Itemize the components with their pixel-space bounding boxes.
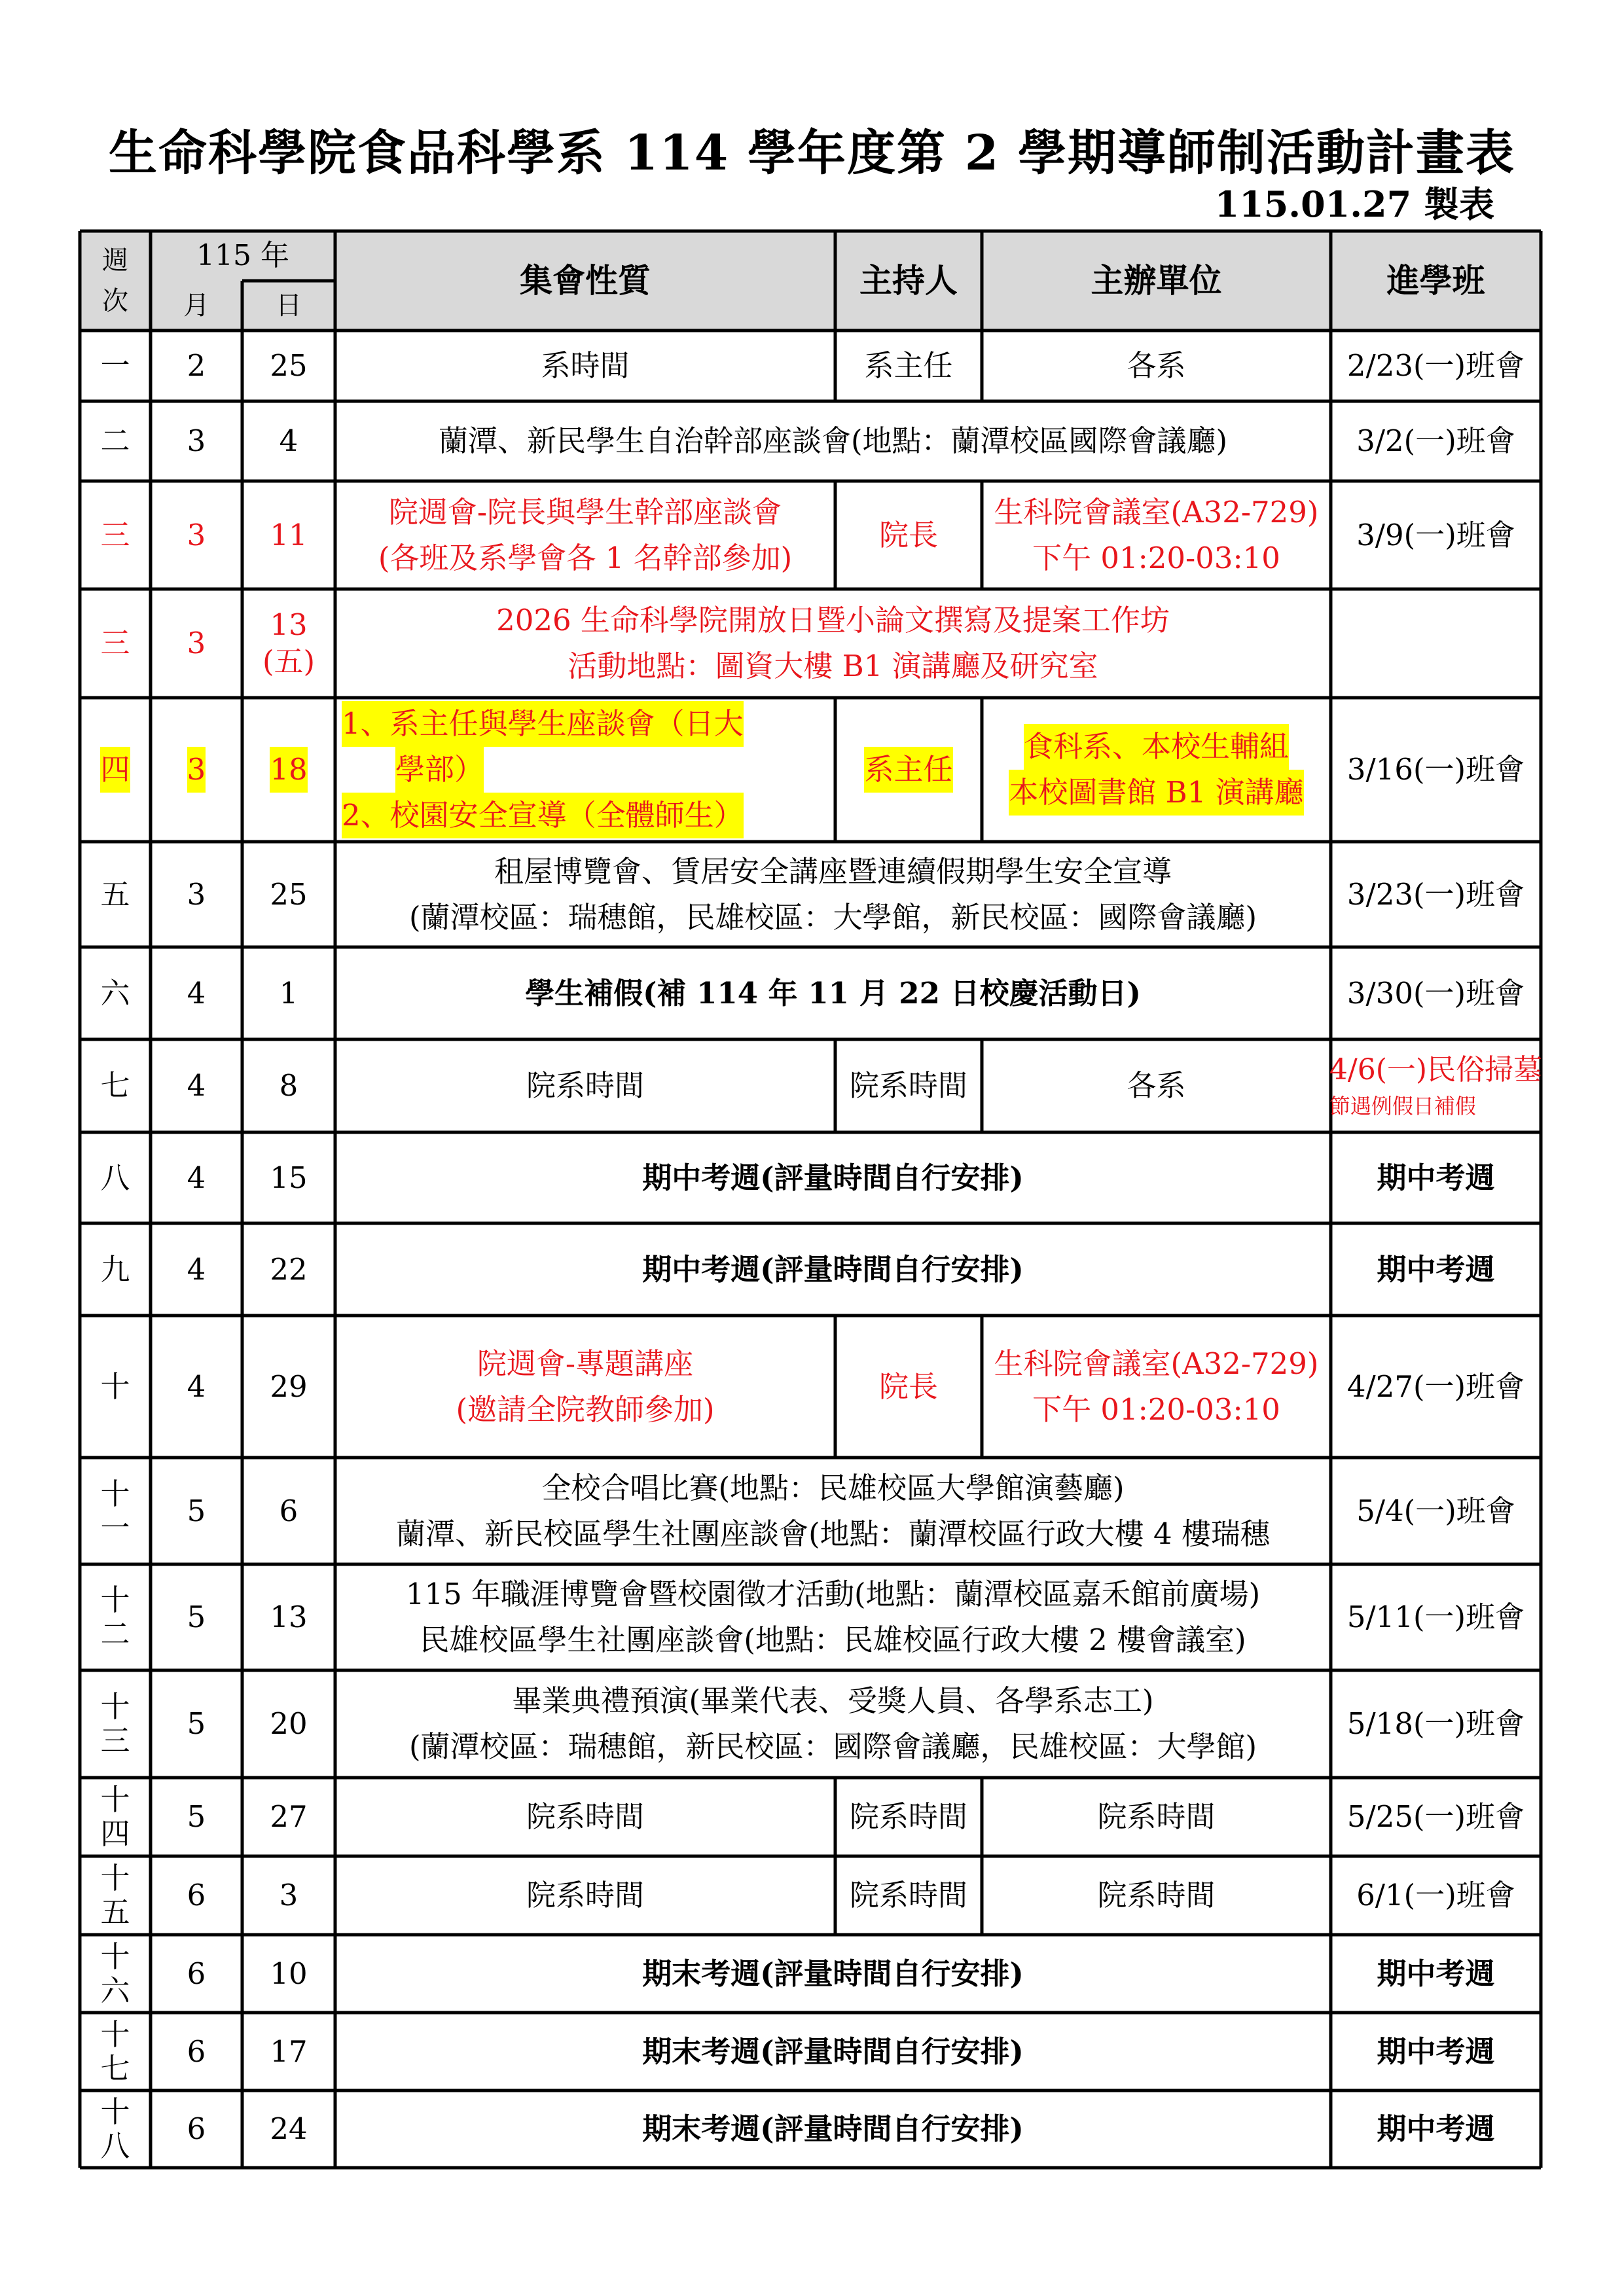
day-cell [242, 947, 335, 1039]
week-cell [80, 1670, 151, 1778]
nature-line: 院週會-院長與學生幹部座談會 [388, 494, 782, 529]
nature-line: 2、校園安全宣導（全體師生） [342, 793, 744, 838]
class-cell [1331, 842, 1541, 947]
day-label: 3 [279, 1878, 298, 1913]
class-line: 3/9(一)班會 [1356, 517, 1515, 552]
week-label: 七 [100, 1068, 130, 1103]
nature-line: 系時間 [541, 348, 630, 384]
day-label: 17 [270, 2034, 308, 2069]
week-label: 五 [100, 1895, 130, 1929]
class-line: 3/30(一)班會 [1346, 975, 1525, 1011]
day-cell [242, 331, 335, 401]
class-cell [1331, 1778, 1541, 1856]
week-cell [80, 331, 151, 401]
week-cell [80, 698, 151, 842]
event-line: (蘭潭校區：瑞穗館，民雄校區：大學館，新民校區：國際會議廳) [408, 899, 1257, 935]
day-label: 25 [270, 876, 308, 912]
event-line: 活動地點：圖資大樓 B1 演講廳及研究室 [568, 649, 1098, 683]
host-line: 院系時間 [849, 1068, 967, 1103]
month-cell: 5 [187, 1706, 206, 1742]
week-cell [80, 947, 151, 1039]
week-label: 十 [100, 1861, 130, 1896]
event-cell [335, 1458, 1331, 1564]
class-line: 5/18(一)班會 [1346, 1706, 1525, 1742]
event-cell [335, 1935, 1331, 2013]
organizer-cell [982, 331, 1331, 401]
class-line: 期中考週 [1377, 2111, 1495, 2147]
month-cell: 4 [187, 975, 206, 1011]
class-line: 5/25(一)班會 [1346, 1799, 1525, 1835]
event-line: 學生補假(補 114 年 11 月 22 日校慶活動日) [525, 975, 1141, 1011]
class-line: 期中考週 [1377, 1160, 1495, 1195]
day-cell [242, 1564, 335, 1670]
day-cell [242, 1778, 335, 1856]
organizer-line: 下午 01:20-03:10 [1032, 1391, 1280, 1427]
event-cell [335, 2090, 1331, 2168]
month-cell: 4 [187, 1068, 206, 1103]
week-label: 十 [100, 1939, 130, 1974]
day-label: 22 [270, 1251, 308, 1287]
header-year: 115 年 [196, 238, 289, 272]
month-cell: 6 [187, 2034, 206, 2069]
event-cell [335, 1223, 1331, 1316]
day-cell [242, 1223, 335, 1316]
month-cell: 6 [187, 1878, 206, 1913]
class-cell [1331, 1132, 1541, 1223]
month-cell [151, 698, 242, 842]
class-cell [1331, 401, 1541, 481]
week-label: 三 [100, 626, 130, 661]
class-line-wrap [1329, 1050, 1542, 1122]
class-cell [1331, 1223, 1541, 1316]
day-cell [242, 401, 335, 481]
class-cell [1331, 1316, 1541, 1458]
made-date: 115.01.27 製表 [1214, 183, 1494, 225]
host-cell [835, 331, 982, 401]
month-cell: 4 [187, 1369, 206, 1404]
class-cell [1331, 698, 1541, 842]
organizer-cell [982, 1316, 1331, 1458]
week-cell [80, 1223, 151, 1316]
nature-line: (各班及系學會各 1 名幹部參加) [378, 540, 793, 575]
host-line: 院系時間 [849, 1878, 967, 1913]
week-label: 七 [100, 2051, 130, 2086]
day-cell [242, 481, 335, 589]
class-cell [1331, 2090, 1541, 2168]
day-cell [242, 1670, 335, 1778]
month-cell: 4 [187, 1251, 206, 1287]
event-line: 全校合唱比賽(地點：民雄校區大學館演藝廳) [541, 1470, 1125, 1505]
week-cell [80, 481, 151, 589]
week-label: 十 [100, 1369, 130, 1404]
nature-line: 院系時間 [526, 1878, 644, 1913]
day-cell [242, 589, 335, 698]
day-cell [242, 842, 335, 947]
day-label: 24 [270, 2111, 308, 2147]
week-label: 十 [100, 1476, 130, 1511]
month-cell: 3 [187, 517, 206, 552]
organizer-line: 下午 01:20-03:10 [1032, 540, 1280, 575]
class-cell [1331, 1856, 1541, 1935]
day-label: 8 [279, 1068, 298, 1103]
nature-cell [335, 698, 835, 842]
nature-cell [335, 331, 835, 401]
header-week [80, 231, 151, 331]
event-cell [335, 1564, 1331, 1670]
day-label: 18 [270, 747, 307, 793]
nature-cell [335, 1856, 835, 1935]
week-label: 三 [100, 517, 130, 552]
class-line: 期中考週 [1377, 1251, 1495, 1287]
class-line: 3/16(一)班會 [1346, 752, 1525, 787]
class-line: 期中考週 [1377, 1956, 1495, 1991]
organizer-cell [982, 1778, 1331, 1856]
header-month: 月 [183, 291, 209, 321]
month-cell: 6 [187, 2111, 206, 2147]
class-line: 3/2(一)班會 [1356, 423, 1515, 459]
host-cell [835, 481, 982, 589]
week-label: 四 [100, 747, 130, 793]
class-line: 2/23(一)班會 [1346, 348, 1525, 384]
event-line: 115 年職涯博覽會暨校園徵才活動(地點：蘭潭校區嘉禾館前廣場) [405, 1577, 1261, 1612]
week-label: 四 [100, 1816, 130, 1851]
week-cell [80, 589, 151, 698]
class-line: 6/1(一)班會 [1356, 1878, 1515, 1913]
nature-line: 院系時間 [526, 1068, 644, 1103]
host-line: 院系時間 [849, 1799, 967, 1835]
page-title: 生命科學院食品科學系 114 學年度第 2 學期導師制活動計畫表 [108, 125, 1515, 181]
week-cell [80, 1778, 151, 1856]
class-line-main: 4/6(一)民俗掃墓 [1329, 1053, 1543, 1087]
day-cell [242, 1856, 335, 1935]
class-line: 節遇例假日補假 [1329, 1093, 1476, 1119]
week-cell [80, 401, 151, 481]
nature-line: 學部） [395, 747, 484, 793]
organizer-line: 各系 [1127, 348, 1186, 384]
organizer-cell [982, 1856, 1331, 1935]
class-line: 5/4(一)班會 [1356, 1493, 1515, 1528]
day-label: 4 [279, 423, 298, 459]
week-label: 六 [100, 1973, 130, 2008]
week-label: 十 [100, 1689, 130, 1725]
month-cell: 3 [187, 626, 206, 661]
header-day: 日 [276, 291, 302, 321]
class-cell [1331, 2013, 1541, 2090]
month-cell: 6 [187, 1956, 206, 1991]
event-line: 期中考週(評量時間自行安排) [642, 1160, 1024, 1195]
day-cell [242, 1458, 335, 1564]
day-label: (五) [262, 644, 316, 679]
month-cell: 5 [187, 1493, 206, 1528]
event-cell [335, 947, 1331, 1039]
header-host: 主持人 [859, 261, 958, 300]
month-label: 3 [187, 747, 206, 793]
week-cell [80, 1316, 151, 1458]
day-cell [242, 1935, 335, 2013]
event-line: 民雄校區學生社團座談會(地點：民雄校區行政大樓 2 樓會議室) [420, 1623, 1246, 1657]
week-cell [80, 1132, 151, 1223]
organizer-line: 院系時間 [1097, 1799, 1216, 1835]
event-line: 期末考週(評量時間自行安排) [642, 2034, 1024, 2069]
month-cell: 5 [187, 1799, 206, 1835]
week-label: 六 [100, 975, 130, 1011]
week-label: 二 [100, 423, 130, 459]
organizer-cell [982, 1039, 1331, 1132]
host-cell [835, 1039, 982, 1132]
day-label: 13 [270, 1600, 308, 1635]
nature-line: (邀請全院教師參加) [456, 1391, 715, 1427]
class-cell [1331, 481, 1541, 589]
event-cell [335, 1132, 1331, 1223]
event-line: 蘭潭、新民校區學生社團座談會(地點：蘭潭校區行政大樓 4 樓瑞穗 [396, 1516, 1270, 1551]
week-label: 三 [100, 1723, 130, 1758]
organizer-line: 院系時間 [1097, 1878, 1216, 1913]
event-cell [335, 842, 1331, 947]
week-cell [80, 1039, 151, 1132]
class-line [1329, 1050, 1542, 1090]
header-week-line: 次 [102, 286, 128, 316]
nature-line: 院週會-專題講座 [477, 1346, 694, 1381]
day-label: 27 [270, 1799, 308, 1835]
week-cell [80, 2013, 151, 2090]
week-label: 八 [100, 2128, 130, 2163]
day-label: 11 [270, 517, 308, 552]
organizer-line: 本校圖書館 B1 演講廳 [1009, 770, 1303, 816]
header-nature: 集會性質 [520, 261, 651, 300]
week-cell [80, 842, 151, 947]
nature-cell [335, 1039, 835, 1132]
class-cell [1331, 1670, 1541, 1778]
host-cell [835, 698, 982, 842]
nature-line: 1、系主任與學生座談會（日大 [342, 701, 744, 747]
nature-cell [335, 1778, 835, 1856]
day-label: 15 [270, 1160, 308, 1195]
organizer-line: 各系 [1127, 1068, 1186, 1103]
event-line: 租屋博覽會、賃居安全講座暨連續假期學生安全宣導 [494, 853, 1172, 889]
week-cell [80, 1935, 151, 2013]
week-cell [80, 1564, 151, 1670]
week-label: 十 [100, 1782, 130, 1818]
week-label: 一 [100, 348, 130, 384]
month-cell: 4 [187, 1160, 206, 1195]
day-label: 13 [270, 607, 308, 642]
host-cell [835, 1856, 982, 1935]
event-line: 期中考週(評量時間自行安排) [642, 1251, 1024, 1287]
day-label: 29 [270, 1369, 308, 1404]
day-cell [242, 1132, 335, 1223]
header-class-meeting: 進學班 [1386, 261, 1485, 300]
class-cell [1331, 1564, 1541, 1670]
event-cell [335, 2013, 1331, 2090]
day-cell [242, 1039, 335, 1132]
day-cell [242, 2090, 335, 2168]
organizer-line: 生科院會議室(A32-729) [994, 1346, 1319, 1381]
day-label: 6 [279, 1493, 298, 1528]
week-cell [80, 1458, 151, 1564]
event-cell [335, 1670, 1331, 1778]
class-cell [1331, 331, 1541, 401]
week-label: 八 [100, 1160, 130, 1195]
day-label: 10 [270, 1956, 308, 1991]
class-line: 4/27(一)班會 [1346, 1369, 1525, 1404]
class-line: 3/23(一)班會 [1346, 876, 1525, 912]
class-line: 期中考週 [1377, 2034, 1495, 2069]
event-line: 蘭潭、新民學生自治幹部座談會(地點：蘭潭校區國際會議廳) [438, 423, 1228, 459]
host-line: 系主任 [864, 747, 952, 793]
event-line: 期末考週(評量時間自行安排) [642, 1956, 1024, 1991]
month-cell: 3 [187, 876, 206, 912]
organizer-line: 食科系、本校生輔組 [1024, 724, 1289, 770]
header-organizer: 主辦單位 [1091, 261, 1222, 300]
nature-cell [335, 481, 835, 589]
day-cell [242, 1316, 335, 1458]
day-cell [242, 2013, 335, 2090]
month-cell: 3 [187, 423, 206, 459]
event-line: (蘭潭校區：瑞穗館，新民校區：國際會議廳，民雄校區：大學館) [408, 1729, 1257, 1764]
class-cell [1331, 1935, 1541, 2013]
day-label: 25 [270, 348, 308, 384]
host-cell [835, 1778, 982, 1856]
week-label: 九 [100, 1251, 130, 1287]
event-cell [335, 401, 1331, 481]
event-line: 期末考週(評量時間自行安排) [642, 2111, 1024, 2147]
week-label: 二 [100, 1617, 130, 1651]
class-cell [1331, 1458, 1541, 1564]
week-cell [80, 1856, 151, 1935]
week-label: 十 [100, 1583, 130, 1618]
class-cell [1331, 1039, 1541, 1132]
day-label: 20 [270, 1706, 308, 1742]
event-line: 2026 生命科學院開放日暨小論文撰寫及提案工作坊 [496, 603, 1170, 638]
host-line: 系主任 [864, 348, 953, 384]
week-label: 十 [100, 2017, 130, 2052]
class-cell [1331, 947, 1541, 1039]
month-cell: 2 [187, 348, 206, 384]
organizer-cell [982, 481, 1331, 589]
organizer-cell [982, 698, 1331, 842]
month-cell: 5 [187, 1600, 206, 1635]
nature-line: 院系時間 [526, 1799, 644, 1835]
week-label: 十 [100, 2094, 130, 2130]
event-cell [335, 589, 1331, 698]
header-week-line: 週 [102, 245, 128, 276]
week-label: 五 [100, 876, 130, 912]
day-label: 1 [279, 975, 298, 1011]
host-line: 院長 [878, 517, 938, 552]
week-cell [80, 2090, 151, 2168]
organizer-line: 生科院會議室(A32-729) [994, 494, 1319, 529]
week-label: 一 [100, 1510, 130, 1545]
host-line: 院長 [878, 1369, 938, 1404]
day-cell [242, 698, 335, 842]
nature-cell [335, 1316, 835, 1458]
event-line: 畢業典禮預演(畢業代表、受獎人員、各學系志工) [512, 1683, 1154, 1719]
class-line: 5/11(一)班會 [1346, 1600, 1525, 1635]
class-cell [1331, 589, 1541, 698]
host-cell [835, 1316, 982, 1458]
